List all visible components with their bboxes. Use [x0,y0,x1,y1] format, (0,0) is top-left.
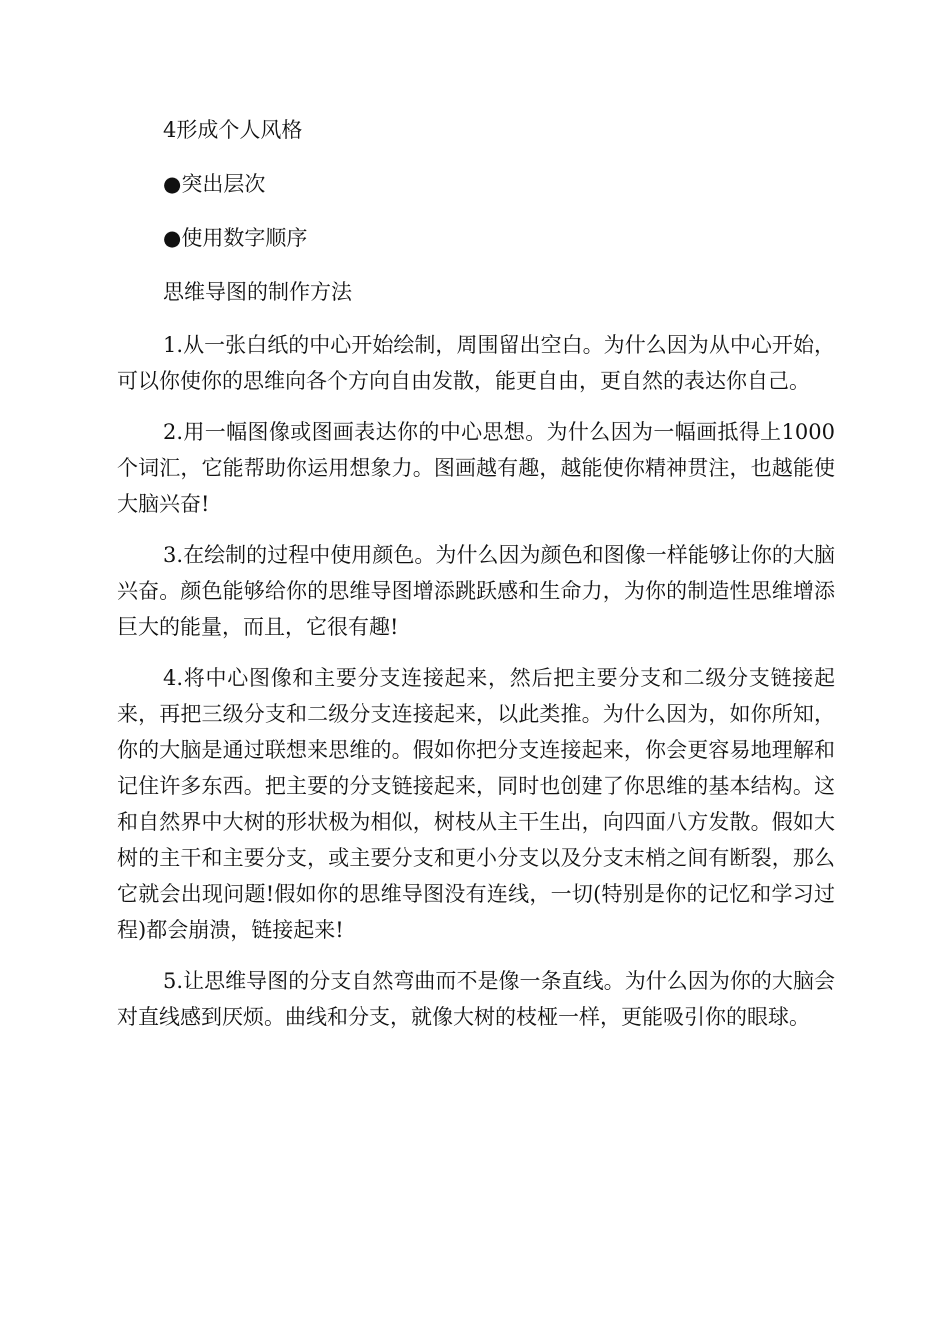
paragraph-step-2: 2.用一幅图像或图画表达你的中心思想。为什么因为一幅画抵得上1000个词汇，它能帮助你运用想象力。图画越有趣，越能使你精神贯注，也越能使大脑兴奋! [117,420,835,516]
paragraph-step-3: 3.在绘制的过程中使用颜色。为什么因为颜色和图像一样能够让你的大脑兴奋。颜色能够给你的思维导图增添跳跃感和生命力，为你的制造性思维增添巨大的能量，而且，它很有趣! [117,543,835,639]
paragraph-step-1: 1.从一张白纸的中心开始绘制，周围留出空白。为什么因为从中心开始，可以你使你的思维向各个方向自由发散，能更自由，更自然的表达你自己。 [117,333,835,393]
bullet-number-order: ●使用数字顺序 [163,226,308,250]
document-body [117,112,835,1035]
heading-personal-style: 4形成个人风格 [163,118,303,142]
paragraph-step-5: 5.让思维导图的分支自然弯曲而不是像一条直线。为什么因为你的大脑会对直线感到厌烦。曲线和分支，就像大树的枝桠一样，更能吸引你的眼球。 [117,969,835,1029]
bullet-highlight-levels: ●突出层次 [163,172,266,196]
paragraph-step-4: 4.将中心图像和主要分支连接起来，然后把主要分支和二级分支链接起来，再把三级分支和二级分支连接起来，以此类推。为什么因为，如你所知，你的大脑是通过联想来思维的。假如你把分支连接起来，你会更容易地理解和记住许多东西。把主要的分支链接起来，同时也创建了你思维的基本结构。这和自然界中大树的形状极为相似，树枝从主干生出，向四面八方发散。假如大树的主干和主要分支，或主要分支和更小分支以及分支末梢之间有断裂，那么它就会出现问题!假如你的思维导图没有连线，一切(特别是你的记忆和学习过程)都会崩溃，链接起来! [117,666,835,942]
section-title: 思维导图的制作方法 [163,280,352,304]
